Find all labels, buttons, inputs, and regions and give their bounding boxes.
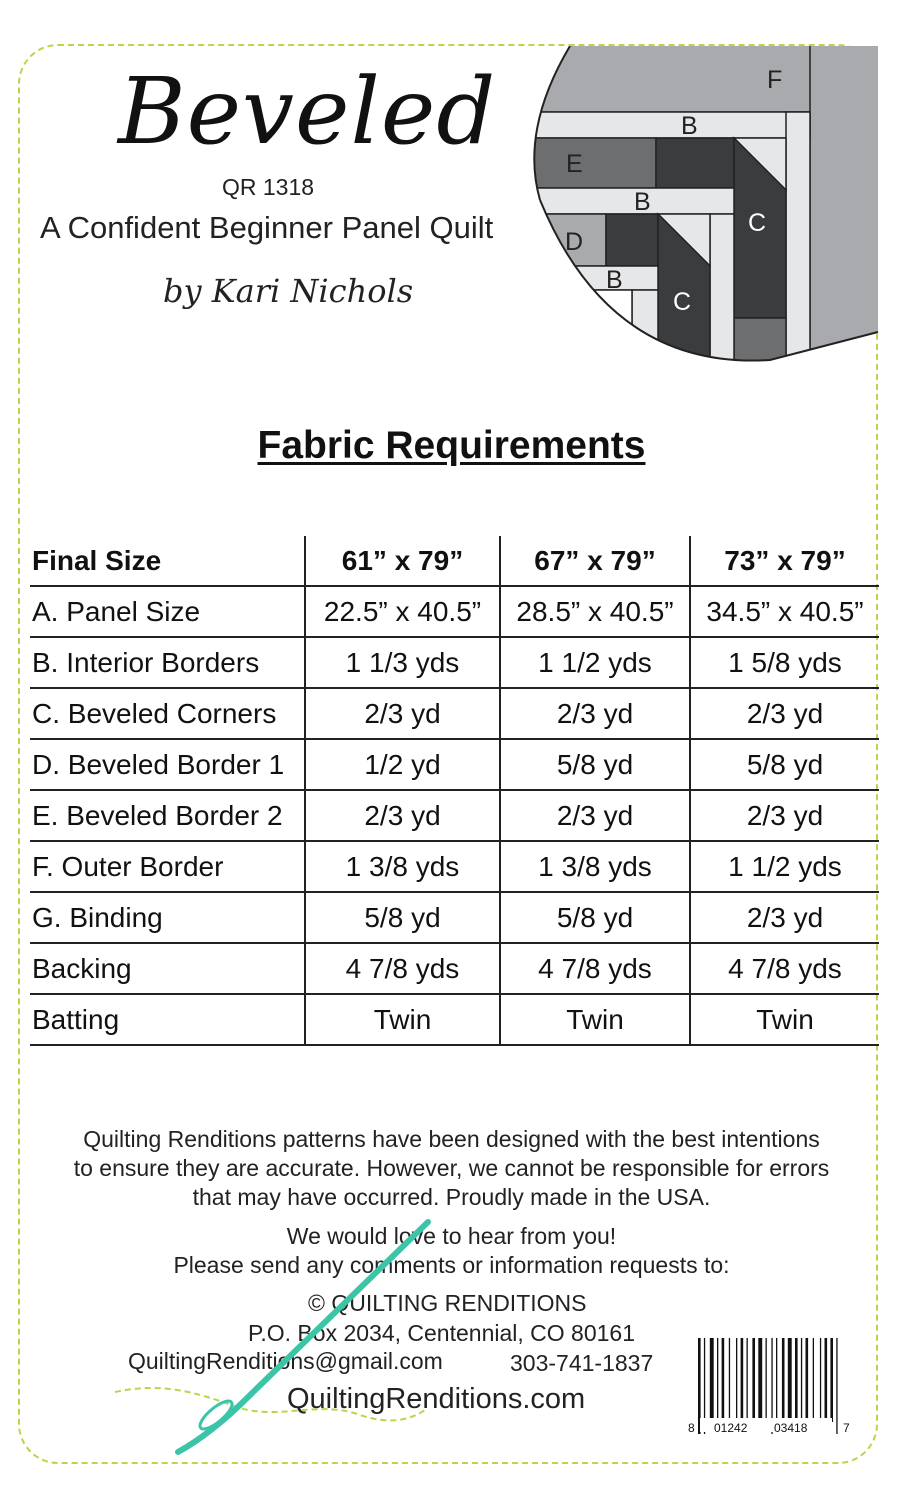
label-f: F <box>767 66 783 94</box>
phone-number: 303-741-1837 <box>510 1350 654 1376</box>
table-row <box>30 841 879 892</box>
pattern-author: by Kari Nichols <box>163 272 414 310</box>
table-cell: 1 3/8 yds <box>500 841 690 892</box>
table-header-cell: 61” x 79” <box>305 536 500 586</box>
label-b-low: B <box>606 266 623 294</box>
table-cell: Twin <box>690 994 879 1045</box>
table-cell: 4 7/8 yds <box>690 943 879 994</box>
table-cell: 4 7/8 yds <box>305 943 500 994</box>
table-cell: 1 1/2 yds <box>690 841 879 892</box>
table-cell: 22.5” x 40.5” <box>305 586 500 637</box>
website-link[interactable]: QuiltingRenditions.com <box>287 1383 586 1415</box>
table-cell: G. Binding <box>30 892 305 943</box>
table-cell: 2/3 yd <box>500 790 690 841</box>
table-row <box>30 739 879 790</box>
table-cell: 4 7/8 yds <box>500 943 690 994</box>
barcode-group-2: 03418 <box>774 1421 808 1435</box>
table-cell: C. Beveled Corners <box>30 688 305 739</box>
table-cell: 5/8 yd <box>500 739 690 790</box>
pattern-subtitle: A Confident Beginner Panel Quilt <box>40 210 494 245</box>
table-cell: 2/3 yd <box>500 688 690 739</box>
table-row <box>30 943 879 994</box>
table-row <box>30 994 879 1045</box>
label-c-right: C <box>748 209 767 237</box>
quilt-corner-diagram <box>528 46 880 366</box>
barcode-digit-left: 8 <box>688 1421 695 1435</box>
table-cell: 1/2 yd <box>305 739 500 790</box>
disclaimer-line: to ensure they are accurate. However, we cannot be responsible for errors <box>73 1155 830 1181</box>
table-cell: B. Interior Borders <box>30 637 305 688</box>
needle-thread-icon <box>110 1215 440 1465</box>
table-cell: 5/8 yd <box>690 739 879 790</box>
table-cell: A. Panel Size <box>30 586 305 637</box>
table-cell: 2/3 yd <box>690 790 879 841</box>
email-address[interactable]: QuiltingRenditions@gmail.com <box>128 1348 443 1374</box>
table-cell: 2/3 yd <box>305 688 500 739</box>
table-cell: 1 1/3 yds <box>305 637 500 688</box>
table-cell: Batting <box>30 994 305 1045</box>
company-name: © QUILTING RENDITIONS <box>308 1290 587 1316</box>
fabric-requirements-table <box>30 536 879 1046</box>
fabric-requirements-heading: Fabric Requirements <box>257 424 646 467</box>
table-cell: 1 1/2 yds <box>500 637 690 688</box>
table-cell: 28.5” x 40.5” <box>500 586 690 637</box>
table-cell: E. Beveled Border 2 <box>30 790 305 841</box>
label-c-low: C <box>673 288 692 316</box>
table-cell: Twin <box>305 994 500 1045</box>
label-e: E <box>566 150 583 178</box>
contact-line: Please send any comments or information requests to: <box>173 1252 730 1278</box>
table-cell: 2/3 yd <box>690 688 879 739</box>
table-header-cell: 67” x 79” <box>500 536 690 586</box>
table-cell: 2/3 yd <box>305 790 500 841</box>
table-cell: 5/8 yd <box>500 892 690 943</box>
barcode-group-1: 01242 <box>714 1421 748 1435</box>
pattern-title: Beveled <box>118 58 497 165</box>
table-row <box>30 637 879 688</box>
table-cell: Twin <box>500 994 690 1045</box>
disclaimer-line: that may have occurred. Proudly made in the USA. <box>192 1184 711 1210</box>
table-cell: 1 3/8 yds <box>305 841 500 892</box>
contact-line: We would love to hear from you! <box>286 1223 617 1249</box>
table-row <box>30 688 879 739</box>
table-header-row <box>30 536 879 586</box>
label-b-mid: B <box>634 188 651 216</box>
table-row <box>30 892 879 943</box>
table-header-cell: Final Size <box>30 536 305 586</box>
table-cell: 5/8 yd <box>305 892 500 943</box>
barcode <box>686 1334 856 1444</box>
barcode-digit-right: 7 <box>843 1421 850 1435</box>
table-row <box>30 586 879 637</box>
label-d: D <box>565 228 584 256</box>
table-row <box>30 790 879 841</box>
table-cell: 2/3 yd <box>690 892 879 943</box>
table-cell: 1 5/8 yds <box>690 637 879 688</box>
table-cell: D. Beveled Border 1 <box>30 739 305 790</box>
table-cell: F. Outer Border <box>30 841 305 892</box>
label-b-top: B <box>681 112 698 140</box>
disclaimer-text <box>0 1125 903 1212</box>
disclaimer-line: Quilting Renditions patterns have been designed with the best intentions <box>83 1126 820 1152</box>
table-cell: 34.5” x 40.5” <box>690 586 879 637</box>
pattern-code: QR 1318 <box>222 174 315 200</box>
table-header-cell: 73” x 79” <box>690 536 879 586</box>
table-cell: Backing <box>30 943 305 994</box>
mailing-address: P.O. Box 2034, Centennial, CO 80161 <box>248 1320 636 1346</box>
